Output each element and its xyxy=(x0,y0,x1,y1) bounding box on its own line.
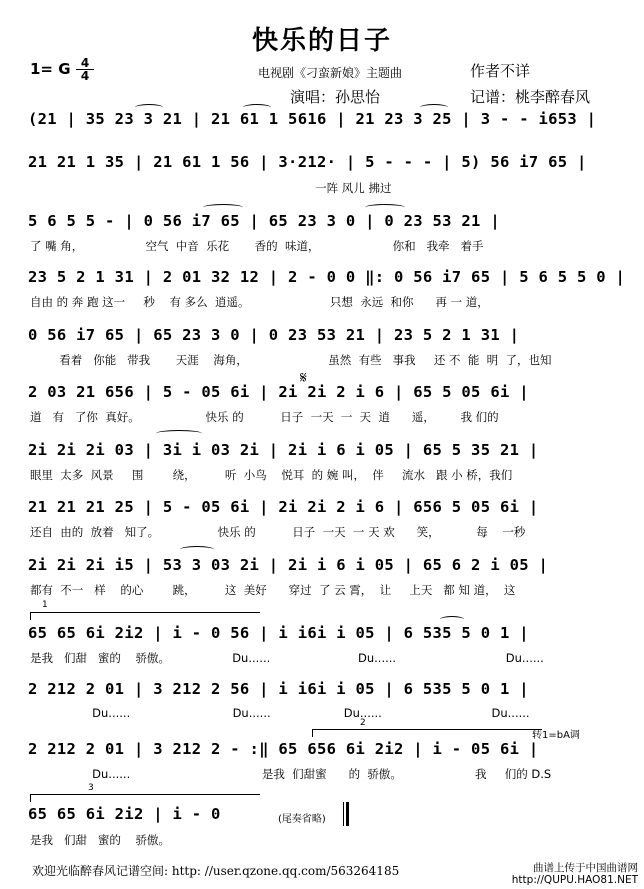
volta-number-1: 1 xyxy=(42,600,48,610)
volta-bracket-3-hook xyxy=(30,794,31,802)
time-signature xyxy=(76,57,94,82)
composer: 作者不详 xyxy=(470,62,531,80)
watermark xyxy=(512,862,638,886)
notation-row-9: 2i 2i 2i i5 | 53 3 03 2i | 2i i 6 i 05 | 65 6 2 i 05 | xyxy=(28,556,549,574)
notation-row-6: 2 03 21 656 | 5 - 05 6i | 2i 2i 2 i 6 | 65 5 05 6i | xyxy=(28,383,529,401)
key-signature: 1= G xyxy=(30,60,71,78)
volta-number-3: 3 xyxy=(88,783,94,793)
subtitle: 电视剧《刁蛮新娘》主题曲 xyxy=(258,66,403,80)
slur xyxy=(365,204,405,211)
watermark-line-2: http://QUPU.HAO81.NET xyxy=(511,874,638,886)
notation-row-11: 2 212 2 01 | 3 212 2 56 | i i6i i 05 | 6 535 5 0 1 | xyxy=(28,680,529,698)
slur xyxy=(135,104,163,111)
lyric-row-8: 还自 由的 放着 知了。 快乐 的 日子 一天 一 天 欢 笑， 每 一秒 xyxy=(30,525,526,539)
lyric-row-2: 一阵 风儿 拂过 xyxy=(30,181,392,195)
lyric-row-11: Du...... Du...... Du...... Du...... xyxy=(30,706,530,720)
volta-bracket-1-hook xyxy=(30,612,31,620)
notation-row-7: 2i 2i 2i 03 | 3i i 03 2i | 2i i 6 i 05 | 65 5 35 21 | xyxy=(28,441,539,459)
notation-row-12: 2 212 2 01 | 3 212 2 - :‖ 65 656 6i 2i2 | i - 05 6i | xyxy=(28,740,539,758)
notation-row-10: 65 65 6i 2i2 | i - 0 56 | i i6i i 05 | 6 535 5 0 1 | xyxy=(28,624,529,642)
singer: 演唱：孙思怡 xyxy=(290,88,381,106)
volta-bracket-2-hook xyxy=(312,729,313,737)
slur xyxy=(180,546,214,553)
volta-bracket-3 xyxy=(30,794,260,795)
watermark-line-1: 曲谱上传于中国曲谱网 xyxy=(533,862,638,874)
transcriber: 记谱：桃李醉春风 xyxy=(470,88,591,106)
lyric-row-7: 眼里 太多 风景 围 绕， 听 小鸟 悦耳 的 婉 叫， 伴 流水 跟 小 桥，我们 xyxy=(30,468,513,482)
time-signature-bottom: 4 xyxy=(76,69,94,82)
notation-row-13: 65 65 6i 2i2 | i - 0 xyxy=(28,805,221,823)
lyric-row-4: 自由 的 奔 跑 这一 秒 有 多么 逍遥。 只想 永远 和你 再 一 道， xyxy=(30,295,489,309)
final-barline xyxy=(343,802,349,826)
segno-sign: 𝄋 xyxy=(300,368,307,387)
lyric-row-3: 了 嘴 角， 空气 中音 乐花 香的 味道， 你和 我牵 着手 xyxy=(30,239,484,253)
volta-number-2: 2 xyxy=(360,718,366,728)
slur xyxy=(243,104,271,111)
notation-row-5: 0 56 i7 65 | 65 23 3 0 | 0 23 53 21 | 23 5 2 1 31 | xyxy=(28,326,520,344)
notation-row-3: 5 6 5 5 - | 0 56 i7 65 | 65 23 3 0 | 0 23 53 21 | xyxy=(28,212,500,230)
song-title: 快乐的日子 xyxy=(251,26,392,56)
notation-row-4: 23 5 2 1 31 | 2 01 32 12 | 2 - 0 0 ‖: 0 56 i7 65 | 5 6 5 5 0 | xyxy=(28,268,626,286)
slur xyxy=(420,104,448,111)
time-signature-top: 4 xyxy=(80,56,90,70)
notation-row-2: 21 21 1 35 | 21 61 1 56 | 3·212· | 5 - - - | 5) 56 i7 65 | xyxy=(28,153,587,171)
volta-bracket-1 xyxy=(30,612,260,613)
notation-row-8: 21 21 21 25 | 5 - 05 6i | 2i 2i 2 i 6 | 656 5 05 6i | xyxy=(28,498,539,516)
lyric-row-12: Du...... 是我 们甜蜜 的 骄傲。 我 们的 D.S xyxy=(30,767,552,781)
volta-bracket-2 xyxy=(312,729,542,730)
slur xyxy=(203,204,243,211)
lyric-row-5: 看着 你能 带我 天涯 海角， 虽然 有些 事我 还 不 能 明 了，也知 xyxy=(30,353,552,367)
slur xyxy=(440,616,464,623)
outro-omitted-note: (尾奏省略) xyxy=(278,814,326,825)
notation-row-1: (21 | 35 23 3 21 | 21 61 1 5616 | 21 23 3 25 | 3 - - i653 | xyxy=(28,110,597,128)
footer-text: 欢迎光临醉春风记谱空间: http: //user.qzone.qq.com/563264185 xyxy=(32,864,400,878)
lyric-row-13: 是我 们甜 蜜的 骄傲。 xyxy=(30,833,171,847)
modulation-marking: 转1=bA调 xyxy=(532,730,580,741)
lyric-row-10: 是我 们甜 蜜的 骄傲。 Du...... Du...... Du...... xyxy=(30,651,544,665)
lyric-row-6: 道 有 了你 真好。 快乐 的 日子 一天 一 天 逍 遥， 我 们的 xyxy=(30,410,499,424)
lyric-row-9: 都有 不一 样 的心 跳， 这 美好 穿过 了 云 霄， 让 上天 都 知 道， 这 xyxy=(30,583,516,597)
slur xyxy=(156,430,202,437)
